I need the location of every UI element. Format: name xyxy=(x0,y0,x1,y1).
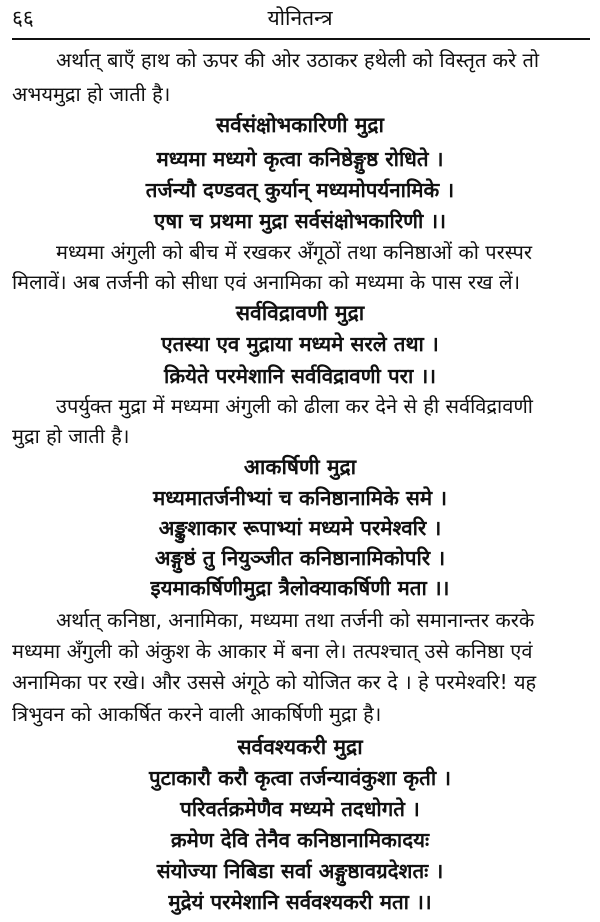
verse-line: अङ्गुष्ठं तु नियुञ्जीत कनिष्ठानामिकोपरि । xyxy=(154,546,446,570)
section-heading: सर्वसंक्षोभकारिणी मुद्रा xyxy=(215,113,384,137)
paragraph-line: अनामिका पर रखे। और उससे अंगूठे को योजित कर दे । हे परमेश्वरि! यह xyxy=(12,670,537,694)
verse-line: क्रियेते परमेशानि सर्वविद्रावणी परा ।। xyxy=(164,364,436,388)
verse-line: मुद्रेयं परमेशानि सर्ववश्यकरी मता ।। xyxy=(168,890,432,914)
verse-line: मध्यमा मध्यगे कृत्वा कनिष्ठेङ्गुष्ठ रोधिते । xyxy=(156,147,444,171)
paragraph-line: मध्यमा अंगुली को बीच में रखकर अँगूठों तथा कनिष्ठाओं को परस्पर xyxy=(56,240,533,264)
paragraph-line: मिलावें। अब तर्जनी को सीधा एवं अनामिका को मध्यमा के पास रख लें। xyxy=(12,270,521,294)
running-title: योनितन्त्र xyxy=(267,6,333,30)
verse-line: पुटाकारौ करौ कृत्वा तर्जन्यावंकुशा कृती । xyxy=(148,766,452,790)
section-heading: आकर्षिणी मुद्रा xyxy=(243,455,357,479)
paragraph-line: उपर्युक्त मुद्रा में मध्यमा अंगुली को ढीला कर देने से ही सर्वविद्रावणी xyxy=(56,394,533,418)
verse-line: एतस्या एव मुद्राया मध्यमे सरले तथा । xyxy=(161,332,439,356)
page-number: ६६ xyxy=(12,6,34,30)
header-rule xyxy=(12,38,590,40)
paragraph-line: अर्थात् बाएँ हाथ को ऊपर की ओर उठाकर हथेली को विस्तृत करे तो xyxy=(56,48,540,72)
section-heading: सर्वविद्रावणी मुद्रा xyxy=(235,301,365,325)
verse-line: परिवर्तक्रमेणैव मध्यमे तदधोगते । xyxy=(180,797,420,821)
section-heading: सर्ववश्यकरी मुद्रा xyxy=(237,735,363,759)
verse-line: इयमाकर्षिणीमुद्रा त्रैलोक्याकर्षिणी मता ।। xyxy=(150,576,450,600)
paragraph-line: त्रिभुवन को आकर्षित करने वाली आकर्षिणी मुद्रा है। xyxy=(12,702,382,726)
verse-line: संयोज्या निबिडा सर्वा अङ्गुष्ठावग्रदेशतः । xyxy=(156,859,444,883)
paragraph-line: अभयमुद्रा हो जाती है। xyxy=(12,82,171,106)
paragraph-line: मुद्रा हो जाती है। xyxy=(12,424,130,448)
verse-line: अङ्कुशाकार रूपाभ्यां मध्यमे परमेश्वरि । xyxy=(158,516,442,540)
verse-line: एषा च प्रथमा मुद्रा सर्वसंक्षोभकारिणी ।। xyxy=(154,209,446,233)
verse-line: क्रमेण देवि तेनैव कनिष्ठानामिकादयः xyxy=(170,828,430,852)
verse-line: मध्यमातर्जनीभ्यां च कनिष्ठानामिके समे । xyxy=(152,486,447,510)
paragraph-line: अर्थात् कनिष्ठा, अनामिका, मध्यमा तथा तर्जनी को समानान्तर करके xyxy=(56,608,535,632)
page-header xyxy=(12,4,588,36)
paragraph-line: मध्यमा अँगुली को अंकुश के आकार में बना ले। तत्पश्चात् उसे कनिष्ठा एवं xyxy=(12,639,533,663)
verse-line: तर्जन्यौ दण्डवत् कुर्यान् मध्यमोपर्यनामिके । xyxy=(145,178,455,202)
